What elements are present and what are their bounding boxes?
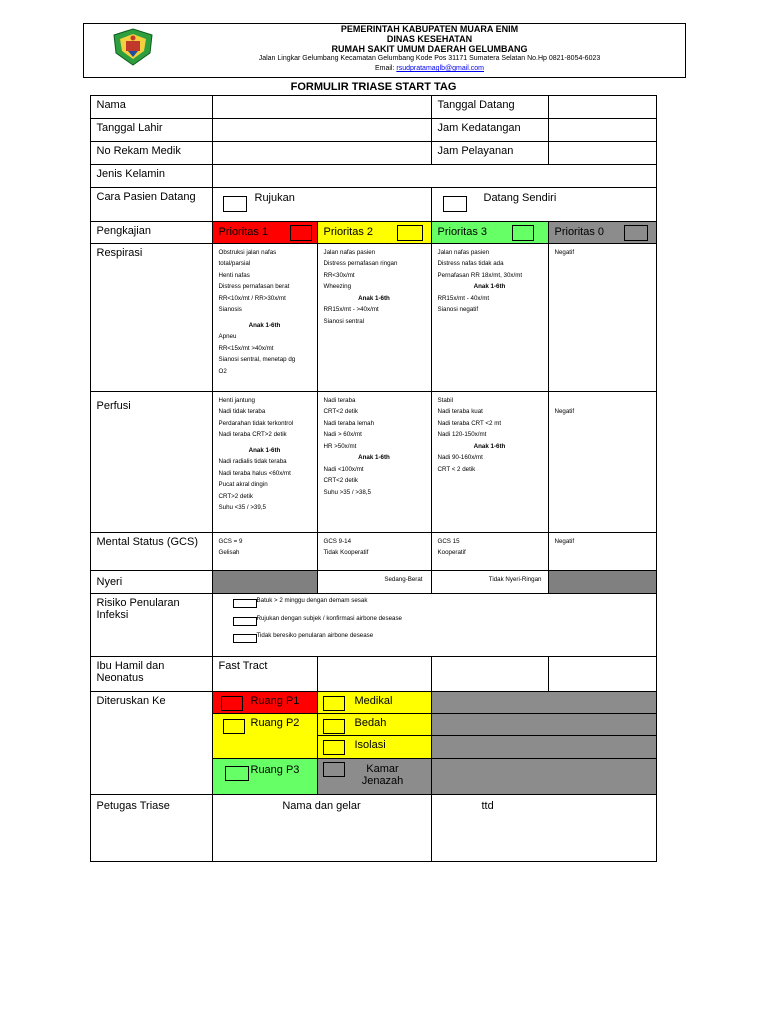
respirasi-p3 <box>431 243 549 392</box>
criteria-line: Distress pernafasan berat <box>218 283 290 290</box>
ruang-p3-checkbox[interactable] <box>225 766 249 781</box>
email-line <box>174 64 685 74</box>
isolasi-option[interactable] <box>317 735 432 759</box>
criteria-line: Jalan nafas pasien <box>323 248 376 256</box>
criteria-line: Nadi teraba CRT <2 mt <box>437 419 502 427</box>
criteria-line: Jalan nafas pasien <box>437 248 490 256</box>
bedah-option[interactable] <box>317 713 432 736</box>
regency-logo-icon <box>110 27 156 67</box>
email-label: Email: <box>374 65 395 72</box>
diteruskan-filler-4 <box>431 758 657 795</box>
criteria-line: RR<10x/mt / RR>30x/mt <box>218 294 286 302</box>
email-link[interactable]: rsudpratamaglb@gmail.com <box>396 65 485 72</box>
criteria-line: Distress nafas tidak ada <box>437 260 504 267</box>
criteria-line: CRT<2 detik <box>323 408 358 415</box>
criteria-line: Distress pernafasan ringan <box>323 260 398 267</box>
priority-2-header[interactable] <box>317 221 432 244</box>
criteria-line: Kooperatif <box>437 549 466 556</box>
label-ibu-hamil: Ibu Hamil dan Neonatus <box>90 656 213 692</box>
respirasi-p2-list <box>324 247 425 293</box>
criteria-line: Stabil <box>437 396 453 404</box>
tanggal-lahir-field[interactable] <box>212 118 432 142</box>
jenis-kelamin-field[interactable] <box>212 164 657 188</box>
datang-sendiri-option[interactable] <box>431 187 657 222</box>
medikal-option[interactable] <box>317 691 432 714</box>
criteria-line: Tidak Kooperatif <box>323 549 369 556</box>
respirasi-p3-list <box>438 247 542 282</box>
priority-0-label: Prioritas 0 <box>554 225 605 238</box>
jam-pelayanan-field[interactable] <box>548 141 657 165</box>
label-nyeri: Nyeri <box>90 570 213 594</box>
tanggal-datang-field[interactable] <box>548 95 657 119</box>
ibu-hamil-p3 <box>431 656 549 692</box>
rujukan-option[interactable] <box>212 187 432 222</box>
datang-sendiri-checkbox[interactable] <box>443 196 467 212</box>
respirasi-p1-sub: Anak 1-6th <box>248 321 281 329</box>
no-rekam-medik-field[interactable] <box>212 141 432 165</box>
criteria-line: Nadi teraba halus <60x/mt <box>218 469 291 477</box>
perfusi-p0: Negatif <box>548 391 657 533</box>
nama-field[interactable] <box>212 95 432 119</box>
criteria-line: CRT < 2 detik <box>437 465 476 473</box>
perfusi-p1-list <box>219 395 311 441</box>
criteria-line: Nadi teraba CRT>2 detik <box>218 431 287 438</box>
perfusi-p1-sub: Anak 1-6th <box>248 446 281 454</box>
criteria-line: RR<15x/mt >40x/mt <box>218 344 274 352</box>
label-jam-pelayanan: Jam Pelayanan <box>431 141 549 165</box>
gov-name: PEMERINTAH KABUPATEN MUARA ENIM <box>340 24 519 34</box>
bedah-checkbox[interactable] <box>323 719 345 734</box>
criteria-line: Wheezing <box>323 283 352 290</box>
diteruskan-filler-3 <box>431 735 657 759</box>
mental-p2 <box>317 532 432 571</box>
nyeri-p2: Sedang-Berat <box>317 570 432 594</box>
perfusi-p1b-list <box>219 456 311 514</box>
ruang-p3-option[interactable] <box>212 758 318 795</box>
kamar-jenazah-label: Kamar Jenazah <box>361 762 404 787</box>
label-cara-pasien-datang: Cara Pasien Datang <box>90 187 213 222</box>
respirasi-p2b-list <box>324 304 425 327</box>
respirasi-p1b-list <box>219 331 311 377</box>
nyeri-p1 <box>212 570 318 594</box>
risiko-options <box>212 593 657 657</box>
priority-1-header[interactable] <box>212 221 318 244</box>
perfusi-p2-sub: Anak 1-6th <box>358 454 390 461</box>
priority-2-checkbox[interactable] <box>397 225 423 241</box>
respirasi-p3b-list <box>438 293 542 316</box>
criteria-line: RR15x/mt - 40x/mt <box>437 294 490 302</box>
nyeri-p3: Tidak Nyeri-Ringan <box>431 570 549 594</box>
label-petugas-triase: Petugas Triase <box>90 794 213 862</box>
mental-p3 <box>431 532 549 571</box>
criteria-line: Suhu <35 / >39,5 <box>218 504 266 511</box>
risiko-checkbox-3[interactable] <box>233 634 257 643</box>
criteria-line: Sianosis <box>218 306 242 313</box>
bedah-label: Bedah <box>354 716 387 729</box>
perfusi-p2-list <box>324 395 425 453</box>
criteria-line: Apneu <box>218 333 237 340</box>
ruang-p1-checkbox[interactable] <box>221 696 243 711</box>
label-diteruskan: Diteruskan Ke <box>90 691 213 795</box>
criteria-line: Nadi tidak teraba <box>218 408 266 415</box>
criteria-line: CRT<2 detik <box>323 477 358 484</box>
criteria-line: Gelisah <box>218 549 240 556</box>
ruang-p3-label: Ruang P3 <box>250 763 300 776</box>
ruang-p2-label: Ruang P2 <box>250 716 300 729</box>
label-risiko-penularan: Risiko Penularan Infeksi <box>90 593 213 657</box>
criteria-line: CRT>2 detik <box>218 492 253 500</box>
medikal-checkbox[interactable] <box>323 696 345 711</box>
criteria-line: GCS 9-14 <box>323 537 352 545</box>
respirasi-p0: Negatif <box>548 243 657 392</box>
criteria-line: Perdarahan tidak terkontrol <box>218 419 294 427</box>
priority-1-checkbox[interactable] <box>290 225 312 241</box>
label-respirasi: Respirasi <box>90 243 213 392</box>
perfusi-p2 <box>317 391 432 533</box>
label-tanggal-lahir: Tanggal Lahir <box>90 118 213 142</box>
triage-form <box>90 95 657 862</box>
criteria-line: Pernafasan RR 18x/mt, 30x/mt <box>437 271 523 279</box>
perfusi-p3b-list <box>438 452 542 475</box>
perfusi-p1 <box>212 391 318 533</box>
nyeri-p0 <box>548 570 657 594</box>
risiko-option-1: Batuk > 2 minggu dengan demam sesak <box>256 596 368 604</box>
address: Jalan Lingkar Gelumbang Kecamatan Gelumbang Kode Pos 31171 Sumatera Selatan No.Hp 0821-8054-6023 <box>258 55 601 62</box>
label-tanggal-datang: Tanggal Datang <box>431 95 549 119</box>
criteria-line: GCS 15 <box>437 537 460 545</box>
ttd[interactable]: ttd <box>431 794 657 862</box>
ruang-p2-checkbox[interactable] <box>223 719 245 734</box>
ibu-hamil-p2 <box>317 656 432 692</box>
label-mental-status: Mental Status (GCS) <box>90 532 213 571</box>
priority-3-checkbox[interactable] <box>512 225 534 241</box>
criteria-line: Nadi radialis tidak teraba <box>218 458 287 465</box>
ruang-p1-label: Ruang P1 <box>250 694 300 707</box>
fast-tract: Fast Tract <box>212 656 318 692</box>
perfusi-p2b-list <box>324 464 425 499</box>
criteria-line: total/parsial <box>218 260 251 267</box>
priority-0-header[interactable] <box>548 221 657 244</box>
label-jenis-kelamin: Jenis Kelamin <box>90 164 213 188</box>
label-jam-kedatangan: Jam Kedatangan <box>431 118 549 142</box>
criteria-line: Nadi > 60x/mt <box>323 431 362 438</box>
label-nama: Nama <box>90 95 213 119</box>
priority-2-label: Prioritas 2 <box>323 225 374 238</box>
hospital-name: RUMAH SAKIT UMUM DAERAH GELUMBANG <box>331 44 528 54</box>
priority-3-header[interactable] <box>431 221 549 244</box>
criteria-line: Henti jantung <box>218 396 255 404</box>
risiko-option-3: Tidak beresiko penularan airbone desease <box>256 631 374 639</box>
criteria-line: Nadi <100x/mt <box>323 465 364 473</box>
criteria-line: Nadi 90-160x/mt <box>437 454 483 461</box>
criteria-line: HR >50x/mt <box>323 442 357 450</box>
priority-3-label: Prioritas 3 <box>437 225 488 238</box>
diteruskan-filler-1 <box>431 691 657 714</box>
criteria-line: Sianosi sentral <box>323 317 365 325</box>
risiko-option-2: Rujukan dengan subjek / konfirmasi airbone desease <box>256 614 402 622</box>
label-no-rekam-medik: No Rekam Medik <box>90 141 213 165</box>
perfusi-p3 <box>431 391 549 533</box>
rujukan-checkbox[interactable] <box>223 196 247 212</box>
office-name: DINAS KESEHATAN <box>386 34 473 44</box>
criteria-line: Nadi 120-150x/mt <box>437 431 487 438</box>
criteria-line: O2 <box>218 367 227 375</box>
medikal-label: Medikal <box>354 694 393 707</box>
kamar-jenazah-checkbox[interactable] <box>323 762 345 777</box>
criteria-line: Sianosi negatif <box>437 306 479 313</box>
priority-0-checkbox[interactable] <box>624 225 648 241</box>
datang-sendiri-label: Datang Sendiri <box>483 191 557 204</box>
risiko-checkbox-1[interactable] <box>233 599 257 608</box>
respirasi-p3-sub: Anak 1-6th <box>473 283 506 290</box>
mental-p1 <box>212 532 318 571</box>
criteria-line: Henti nafas <box>218 271 250 279</box>
perfusi-p3-list <box>438 395 542 441</box>
form-title: FORMULIR TRIASE START TAG <box>290 81 457 93</box>
label-perfusi: Perfusi <box>90 391 213 533</box>
criteria-line: Suhu >35 / >38,5 <box>323 488 371 496</box>
respirasi-p2-sub: Anak 1-6th <box>358 294 390 302</box>
letterhead <box>83 23 686 78</box>
label-pengkajian: Pengkajian <box>90 221 213 244</box>
criteria-line: Pucat akral dingin <box>218 481 268 488</box>
rujukan-label: Rujukan <box>254 191 295 204</box>
nama-dan-gelar[interactable]: Nama dan gelar <box>212 794 432 862</box>
criteria-line: Sianosi sentral, menetap dg <box>218 356 296 363</box>
isolasi-checkbox[interactable] <box>323 740 345 755</box>
criteria-line: RR15x/mt - >40x/mt <box>323 306 379 313</box>
criteria-line: Nadi teraba <box>323 396 356 404</box>
criteria-line: Nadi teraba kuat <box>437 408 483 415</box>
risiko-checkbox-2[interactable] <box>233 617 257 626</box>
criteria-line: RR<30x/mt <box>323 271 355 279</box>
mental-p0: Negatif <box>548 532 657 571</box>
respirasi-p1 <box>212 243 318 392</box>
isolasi-label: Isolasi <box>354 738 386 751</box>
respirasi-p2 <box>317 243 432 392</box>
ruang-p1-option[interactable] <box>212 691 318 714</box>
criteria-line: Nadi teraba lemah <box>323 419 375 427</box>
kamar-jenazah-option[interactable] <box>317 758 432 795</box>
perfusi-p3-sub: Anak 1-6th <box>473 442 506 450</box>
ibu-hamil-p0 <box>548 656 657 692</box>
criteria-line: Obstruksi jalan nafas <box>218 248 277 256</box>
criteria-line: GCS = 9 <box>218 537 243 545</box>
respirasi-p1-list <box>219 247 311 316</box>
ruang-p2-option[interactable] <box>212 713 318 759</box>
jam-kedatangan-field[interactable] <box>548 118 657 142</box>
priority-1-label: Prioritas 1 <box>218 225 269 238</box>
diteruskan-filler-2 <box>431 713 657 736</box>
